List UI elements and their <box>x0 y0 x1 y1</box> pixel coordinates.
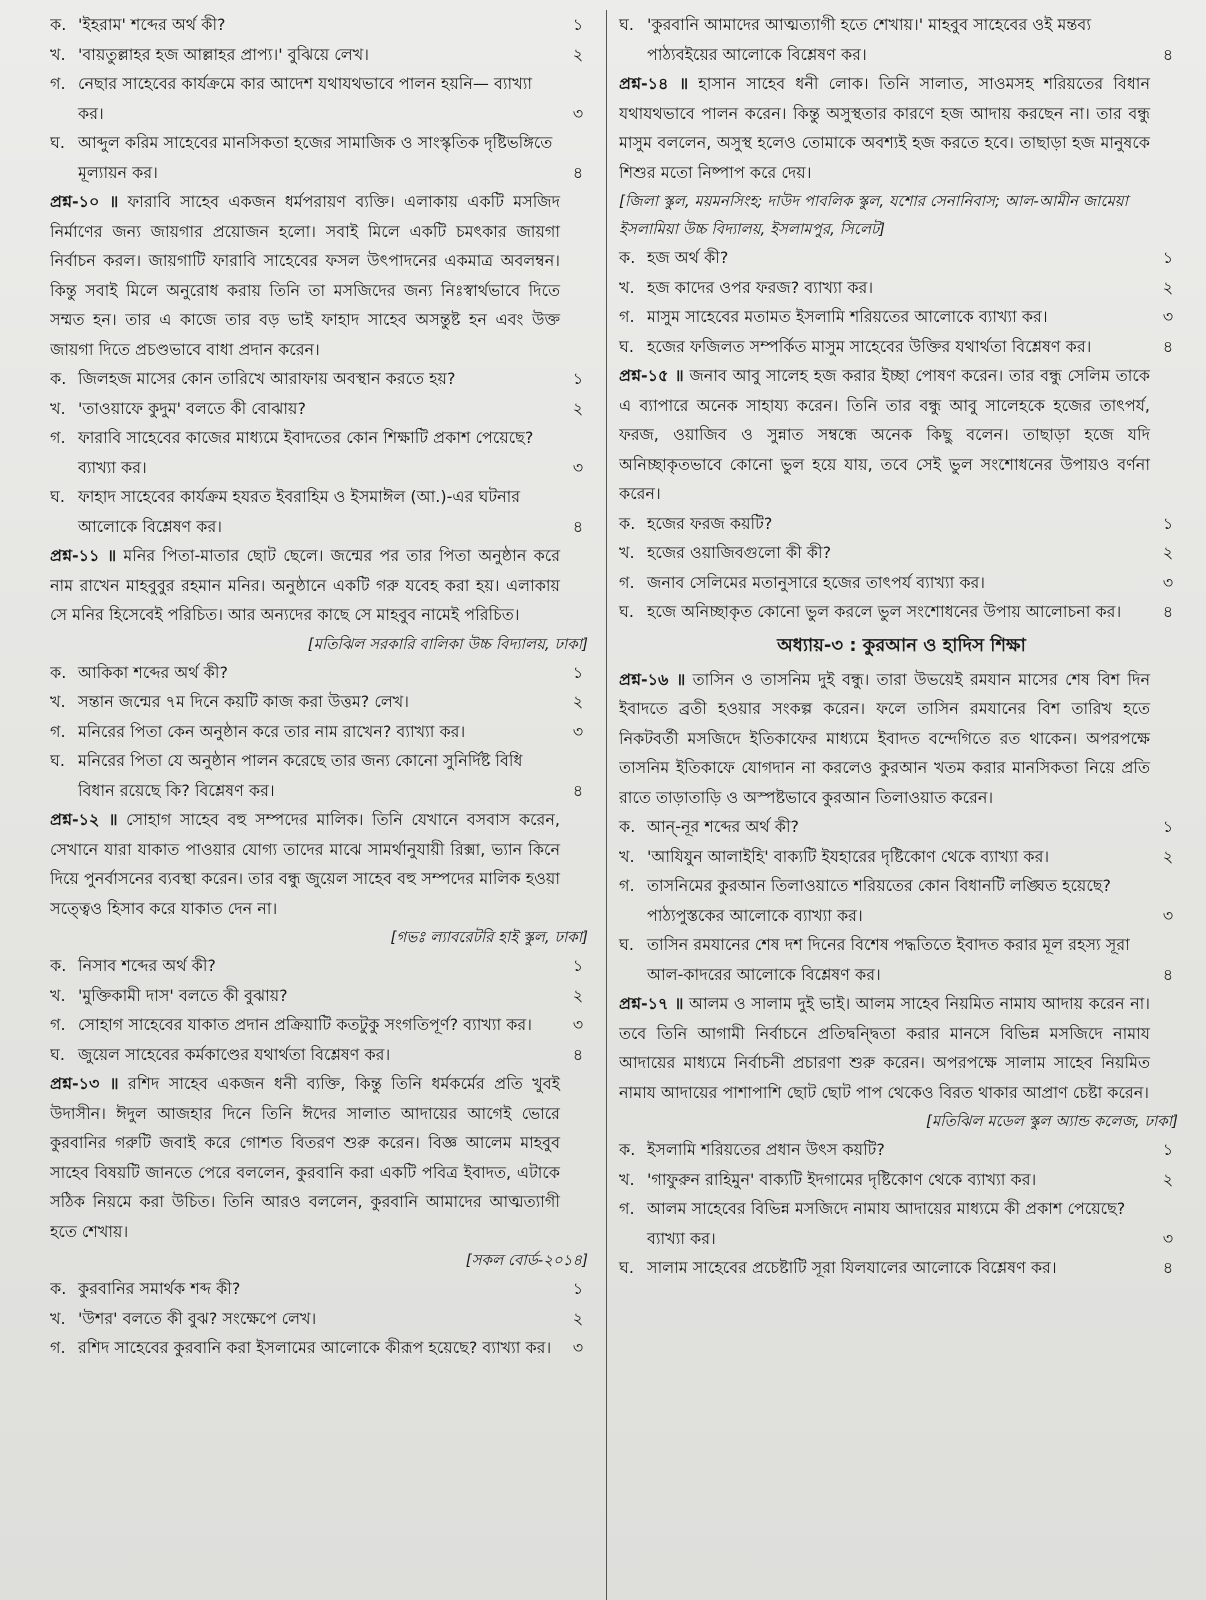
sub-question <box>50 1010 594 1040</box>
sub-question-text: 'আযিযুন আলাইহি' বাক্যটি ইযহারের দৃষ্টিকোণ থেকে ব্যাখ্যা কর। <box>647 846 1050 866</box>
sub-question-label: ঘ. <box>50 1044 65 1064</box>
sub-question-label: ক. <box>50 369 67 388</box>
marks: ৪ <box>572 1044 584 1064</box>
sub-question <box>50 69 594 128</box>
question-source: [গভঃ ল্যাবরেটরি হাই স্কুল, ঢাকা] <box>390 928 588 946</box>
sub-question <box>619 871 1184 930</box>
question-number: প্রশ্ন-১৪ ॥ <box>619 74 689 93</box>
sub-question <box>619 302 1184 332</box>
marks: ৪ <box>572 780 584 800</box>
question-stem-text: সোহাগ সাহেব বহু সম্পদের মালিক। তিনি যেখানে বসবাস করেন, সেখানে যারা যাকাত পাওয়ার যোগ্য তাদের মাঝে সামর্থানুযায়ী রিক্সা, ভ্যান কিনে দিয়ে পুনর্বাসনের ব্যবস্থা করেন। তার বন্ধু জুয়েল সাহেব বহু সম্পদের মালিক হওয়া সত্ত্বেও হিসাব করে যাকাত দেন না। <box>50 810 560 918</box>
marks: ১ <box>572 15 584 34</box>
sub-question-text: ফাহাদ সাহেবের কার্যক্রম হযরত ইবরাহিম ও ইসমাঈল (আ.)-এর ঘটনার আলোকে বিশ্লেষণ কর। <box>78 487 521 536</box>
question-block <box>619 989 1184 1283</box>
question-source: [মতিঝিল সরকারি বালিকা উচ্চ বিদ্যালয়, ঢাকা] <box>307 634 588 653</box>
marks: ২ <box>572 398 584 418</box>
marks: ২ <box>1162 543 1174 562</box>
sub-question-label: গ. <box>619 572 635 592</box>
marks: ৪ <box>1162 964 1174 984</box>
sub-question <box>50 746 594 805</box>
sub-question-text: আকিকা শব্দের অর্থ কী? <box>78 662 228 682</box>
question-stem <box>50 541 594 630</box>
marks: ৪ <box>572 516 584 536</box>
question-block <box>619 361 1184 627</box>
sub-question <box>619 538 1184 568</box>
sub-question-text: মাসুম সাহেবের মতামত ইসলামি শরিয়তের আলোকে ব্যাখ্যা কর। <box>647 307 1048 326</box>
sub-question-text: 'মুক্তিকামী দাস' বলতে কী বুঝায়? <box>78 985 288 1005</box>
question-stem <box>50 1069 594 1246</box>
sub-question <box>50 1304 594 1334</box>
sub-question-label: ক. <box>50 662 67 682</box>
question-stem <box>619 361 1184 509</box>
sub-question-label: ঘ. <box>619 935 634 954</box>
sub-question-label: খ. <box>50 985 66 1005</box>
sub-question-label: ক. <box>50 1279 67 1298</box>
sub-question-text: 'উশর' বলতে কী বুঝ? সংক্ষেপে লেখ। <box>78 1308 317 1328</box>
sub-question <box>50 717 594 747</box>
question-stem <box>619 989 1184 1107</box>
question-source: [মতিঝিল মডেল স্কুল অ্যান্ড কলেজ, ঢাকা] <box>925 1112 1178 1130</box>
sub-question-label: গ. <box>619 1199 635 1218</box>
question-stem-text: হাসান সাহেব ধনী লোক। তিনি সালাত, সাওমসহ শরিয়তের বিধান যথাযথভাবে পালন করেন। কিন্তু অসুস্থতার কারণে হজ আদায় করছেন না। তার বন্ধু মাসুম বললেন, অসুস্থ হলেও তোমাকে অবশ্যই হজ করতে হবে। তাছাড়া হজ মানুষকে শিশুর মতো নিষ্পাপ করে দেয়। <box>619 74 1150 182</box>
sub-question-label: খ. <box>619 846 635 866</box>
sub-question-label: খ. <box>50 398 66 418</box>
marks: ১ <box>572 369 584 388</box>
left-column <box>50 10 607 1600</box>
marks: ২ <box>1162 1169 1174 1189</box>
marks: ২ <box>1162 277 1174 297</box>
sub-question <box>619 597 1184 627</box>
sub-question-text: নিসাব শব্দের অর্থ কী? <box>78 956 216 975</box>
sub-question-text: হজের ফরজ কয়টি? <box>647 513 773 533</box>
marks: ৩ <box>1162 307 1174 326</box>
sub-question-label: গ. <box>50 1338 66 1357</box>
sub-question-text: তাসনিমের কুরআন তিলাওয়াতে শরিয়তের কোন বিধানটি লঙ্ঘিত হয়েছে? পাঠ্যপুস্তকের আলোকে ব্যাখ্যা কর। <box>647 876 1111 925</box>
question-number: প্রশ্ন-১৬ ॥ <box>619 669 686 689</box>
sub-question-text: তাসিন রমযানের শেষ দশ দিনের বিশেষ পদ্ধতিতে ইবাদত করার মূল রহস্য সূরা আল-কাদরের আলোকে বিশ্লেষণ কর। <box>647 935 1130 984</box>
marks: ৩ <box>572 721 584 741</box>
right-column <box>607 10 1184 1600</box>
sub-question <box>50 40 594 70</box>
sub-question <box>619 1194 1184 1253</box>
sub-question <box>50 482 594 541</box>
sub-question-text: হজের ওয়াজিবগুলো কী কী? <box>647 543 832 562</box>
marks: ২ <box>572 985 584 1005</box>
question-number: প্রশ্ন-১২ ॥ <box>50 810 118 829</box>
sub-question-text: 'বায়তুল্লাহর হজ আল্লাহর প্রাপ্য।' বুঝিয়ে লেখ। <box>78 44 369 64</box>
sub-question-text: মনিরের পিতা কেন অনুষ্ঠান করে তার নাম রাখেন? ব্যাখ্যা কর। <box>78 721 466 741</box>
sub-question-label: গ. <box>619 876 635 895</box>
sub-question <box>50 981 594 1011</box>
sub-question-text: রশিদ সাহেবের কুরবানি করা ইসলামের আলোকে কীরূপ হয়েছে? ব্যাখ্যা কর। <box>78 1338 552 1357</box>
question-stem-text: রশিদ সাহেব একজন ধনী ব্যক্তি, কিন্তু তিনি ধর্মকর্মের প্রতি খুবই উদাসীন। ঈদুল আজহার দিনে তিনি ঈদের সালাত আদায়ের আগেই ভোরে কুরবানির গরুটি জবাই করে গোশত বিতরণ শুরু করেন। বিজ্ঞ আলেম মাহবুব সাহেব বিষয়টি জানতে পেরে বললেন, কুরবানি করা একটি পবিত্র ইবাদত, এটাকে সঠিক নিয়মে করা উচিত। তিনি আরও বললেন, কুরবানি আমাদের আত্মত্যাগী হতে শেখায়। <box>50 1074 561 1241</box>
marks: ৩ <box>572 457 584 477</box>
marks: ৩ <box>1162 905 1174 925</box>
question-number: প্রশ্ন-১১ ॥ <box>50 546 117 565</box>
sub-question-label: ঘ. <box>619 602 634 621</box>
sub-question <box>50 10 594 40</box>
sub-question-text: আব্দুল করিম সাহেবের মানসিকতা হজের সামাজিক ও সাংস্কৃতিক দৃষ্টিভঙ্গিতে মূল্যায়ন কর। <box>78 133 553 182</box>
sub-question <box>619 273 1184 303</box>
sub-question-text: হজ কাদের ওপর ফরজ? ব্যাখ্যা কর। <box>647 277 874 297</box>
sub-question <box>50 658 594 688</box>
sub-question-text: জনাব সেলিমের মতানুসারে হজের তাৎপর্য ব্যাখ্যা কর। <box>647 572 986 592</box>
question-block <box>50 541 594 805</box>
marks: ৪ <box>1162 602 1174 621</box>
sub-question-text: সালাম সাহেবের প্রচেষ্টাটি সূরা যিলযালের আলোকে বিশ্লেষণ কর। <box>647 1258 1057 1277</box>
sub-question <box>50 687 594 717</box>
sub-question-text: হজের ফজিলত সম্পর্কিত মাসুম সাহেবের উক্তির যথার্থতা বিশ্লেষণ কর। <box>647 336 1092 356</box>
question-source: [সকল বোর্ড-২০১৪] <box>465 1251 588 1269</box>
sub-question <box>619 568 1184 598</box>
question-number: প্রশ্ন-১৩ ॥ <box>50 1074 119 1093</box>
sub-question <box>50 423 594 482</box>
marks: ১ <box>572 1279 584 1298</box>
sub-question-label: গ. <box>50 1015 66 1034</box>
sub-question <box>619 1253 1184 1283</box>
sub-question-text: 'তাওয়াফে কুদুম' বলতে কী বোঝায়? <box>78 398 306 418</box>
sub-question-label: খ. <box>619 543 635 562</box>
marks: ১ <box>1162 513 1174 533</box>
sub-question-label: খ. <box>50 692 66 711</box>
sub-question-label: ক. <box>50 956 67 975</box>
sub-question-text: আলম সাহেবের বিভিন্ন মসজিদে নামায আদায়ের মাধ্যমে কী প্রকাশ পেয়েছে? ব্যাখ্যা কর। <box>647 1199 1126 1248</box>
sub-question <box>50 1333 594 1363</box>
sub-question <box>50 1274 594 1304</box>
sub-question <box>619 842 1184 872</box>
sub-question-label: ঘ. <box>619 15 634 34</box>
question-stem <box>50 805 594 923</box>
sub-question <box>619 1165 1184 1195</box>
question-block <box>50 187 594 541</box>
sub-question-text: নেছার সাহেবের কার্যক্রমে কার আদেশ যথাযথভাবে পালন হয়নি— ব্যাখ্যা কর। <box>78 74 532 123</box>
sub-question-label: গ. <box>50 428 66 447</box>
question-stem <box>619 665 1184 813</box>
sub-question <box>50 951 594 981</box>
marks: ৪ <box>1162 1258 1174 1277</box>
sub-question-text: 'কুরবানি আমাদের আত্মত্যাগী হতে শেখায়।' মাহবুব সাহেবের ওই মন্তব্য পাঠ্যবইয়ের আলোকে বিশ্লেষণ কর। <box>647 15 1091 64</box>
question-block <box>619 665 1184 990</box>
marks: ৪ <box>1162 44 1174 64</box>
sub-question-text: হজ অর্থ কী? <box>647 248 729 267</box>
marks: ১ <box>1162 1140 1174 1159</box>
question-number: প্রশ্ন-১০ ॥ <box>50 192 119 211</box>
sub-question-label: ক. <box>50 15 67 34</box>
sub-question-text: 'গাফুরুন রাহিমুন' বাক্যটি ইদগামের দৃষ্টিকোণ থেকে ব্যাখ্যা কর। <box>647 1169 1037 1189</box>
sub-question <box>50 394 594 424</box>
sub-question <box>50 364 594 394</box>
marks: ২ <box>572 1308 584 1328</box>
sub-question-text: জিলহজ মাসের কোন তারিখে আরাফায় অবস্থান করতে হয়? <box>78 369 456 388</box>
sub-question-label: ক. <box>619 248 636 267</box>
question-stem-text: জনাব আবু সালেহ হজ করার ইচ্ছা পোষণ করেন। তার বন্ধু সেলিম তাকে এ ব্যাপারে অনেক সাহায্য করেন। তিনি তার বন্ধু আবু সালেহকে হজের তাৎপর্য, ফরজ, ওয়াজিব ও সুন্নাত সম্বন্ধে অনেক কিছু বলেন। তাছাড়া হজে যদি অনিচ্ছাকৃতভাবে কোনো ভুল হয়ে যায়, তবে সেই ভুল সংশোধনের উপায়ও বর্ণনা করেন। <box>619 366 1150 503</box>
sub-question <box>619 243 1184 273</box>
marks: ৪ <box>1162 336 1174 356</box>
sub-question-text: মনিরের পিতা যে অনুষ্ঠান পালন করেছে তার জন্য কোনো সুনির্দিষ্ট বিধি বিধান রয়েছে কি? বিশ্লেষণ কর। <box>78 751 523 800</box>
sub-question-label: ঘ. <box>50 751 65 770</box>
question-stem-text: তাসিন ও তাসনিম দুই বন্ধু। তারা উভয়েই রমযান মাসের শেষ বিশ দিন ইবাদতে ব্রতী হওয়ার সংকল্প করেন। ফলে তাসিন রমযানের বিশ তারিখ হতে নিকটবর্তী মসজিদে ইতিকাফের মাধ্যমে ইবাদত বন্দেগিতে রত থাকেন। অপরপক্ষে তাসনিম ইতিকাফে যোগদান না করলেও কুরআন খতম করার মানসিকতা নিয়ে প্রতি রাতে তাড়াতাড়ি ও অস্পষ্টভাবে কুরআন তিলাওয়াত করেন। <box>619 669 1150 807</box>
sub-question-label: খ. <box>619 277 635 297</box>
marks: ৩ <box>572 103 584 123</box>
sub-question-text: ফারাবি সাহেবের কাজের মাধ্যমে ইবাদতের কোন শিক্ষাটি প্রকাশ পেয়েছে? ব্যাখ্যা কর। <box>78 428 534 477</box>
marks: ৩ <box>1162 1228 1174 1248</box>
sub-question-text: সন্তান জন্মের ৭ম দিনে কয়টি কাজ করা উত্তম? লেখ। <box>78 692 410 711</box>
sub-question-label: গ. <box>50 721 66 741</box>
sub-question <box>619 1135 1184 1165</box>
question-stem <box>619 69 1184 187</box>
sub-question-label: খ. <box>619 1169 635 1189</box>
question-number: প্রশ্ন-১৫ ॥ <box>619 366 684 385</box>
marks: ১ <box>572 956 584 975</box>
question-stem-text: মনির পিতা-মাতার ছোট ছেলে। জন্মের পর তার পিতা অনুষ্ঠান করে নাম রাখেন মাহবুবুর রহমান মনির। অনুষ্ঠানে একটি গরু যবেহ করা হয়। এলাকায় সে মনির হিসেবেই পরিচিত। আর অন্যদের কাছে সে মাহবুব নামেই পরিচিত। <box>50 546 560 624</box>
sub-question-label: ঘ. <box>619 336 634 356</box>
sub-question-text: কুরবানির সমার্থক শব্দ কী? <box>78 1279 241 1298</box>
sub-question <box>50 128 594 187</box>
sub-question-label: গ. <box>619 307 635 326</box>
sub-question <box>619 10 1184 69</box>
marks: ২ <box>1162 846 1174 866</box>
question-block <box>50 1069 594 1363</box>
sub-question-label: ক. <box>619 817 636 836</box>
sub-question-label: ক. <box>619 1140 636 1159</box>
sub-question-label: গ. <box>50 74 66 93</box>
sub-question-text: 'ইহরাম' শব্দের অর্থ কী? <box>78 15 226 34</box>
sub-question-label: খ. <box>50 44 66 64</box>
sub-question <box>619 812 1184 842</box>
question-source: [জিলা স্কুল, ময়মনসিংহ; দাউদ পাবলিক স্কুল, যশোর সেনানিবাস; আল-আমীন জামেয়া ইসলামিয়া উচ্চ বিদ্যালয়, ইসলামপুর, সিলেট] <box>619 192 1128 238</box>
sub-question-label: ঘ. <box>50 487 65 506</box>
sub-question-text: ইসলামি শরিয়তের প্রধান উৎস কয়টি? <box>647 1140 885 1159</box>
marks: ৩ <box>1162 572 1174 592</box>
marks: ৩ <box>572 1338 584 1357</box>
marks: ২ <box>572 692 584 711</box>
sub-question-text: আন্-নূর শব্দের অর্থ কী? <box>647 817 800 836</box>
sub-question <box>619 332 1184 362</box>
sub-question-text: সোহাগ সাহেবের যাকাত প্রদান প্রক্রিয়াটি কতটুকু সংগতিপূর্ণ? ব্যাখ্যা কর। <box>78 1015 532 1034</box>
question-stem-text: আলম ও সালাম দুই ভাই। আলম সাহেব নিয়মিত নামায আদায় করেন না। তবে তিনি আগামী নির্বাচনে প্রতিদ্বন্দ্বিতা করার মানসে বিভিন্ন মসজিদে নামায আদায়ের মাধ্যমে নির্বাচনী প্রচারণা শুরু করেন। অপরপক্ষে সালাম সাহেব নিয়মিত নামায আদায়ের পাশাপাশি ছোট ছোট পাপ থেকেও বিরত থাকার আপ্রাণ চেষ্টা করেন। <box>619 994 1150 1102</box>
sub-question <box>619 509 1184 539</box>
sub-question <box>50 1040 594 1070</box>
question-number: প্রশ্ন-১৭ ॥ <box>619 994 684 1013</box>
question-block <box>619 69 1184 361</box>
sub-question-label: ঘ. <box>50 133 65 152</box>
sub-question-text: হজে অনিচ্ছাকৃত কোনো ভুল করলে ভুল সংশোধনের উপায় আলোচনা কর। <box>647 602 1122 621</box>
question-stem-text: ফারাবি সাহেব একজন ধর্মপরায়ণ ব্যক্তি। এলাকায় একটি মসজিদ নির্মাণের জন্য জায়গার প্রয়োজন হলো। সবাই মিলে একটি চমৎকার জায়গা নির্বাচন করল। জায়গাটি ফারাবি সাহেবের ফসল উৎপাদনের একমাত্র অবলম্বন। কিন্তু সবাই মিলে অনুরোধ করায় তিনি তা মসজিদের জন্য নিঃস্বার্থভাবে দিতে সম্মত হন। তার এ কাজে তার বড় ভাই ফাহাদ সাহেব অসন্তুষ্ট হন এবং উক্ত জায়গা দিতে প্রচণ্ডভাবে বাধা প্রদান করেন। <box>50 192 560 359</box>
marks: ৩ <box>572 1015 584 1034</box>
sub-question-text: জুয়েল সাহেবের কর্মকাণ্ডের যথার্থতা বিশ্লেষণ কর। <box>78 1044 391 1064</box>
marks: ৪ <box>572 162 584 182</box>
chapter-heading: অধ্যায়-৩ : কুরআন ও হাদিস শিক্ষা <box>777 634 1026 656</box>
sub-question-label: ঘ. <box>619 1258 634 1277</box>
marks: ১ <box>572 662 584 682</box>
marks: ২ <box>572 44 584 64</box>
sub-question-label: খ. <box>50 1308 66 1328</box>
question-stem <box>50 187 594 364</box>
marks: ১ <box>1162 817 1174 836</box>
sub-question <box>619 930 1184 989</box>
marks: ১ <box>1162 248 1174 267</box>
sub-question-label: ক. <box>619 513 636 533</box>
question-block <box>50 805 594 1069</box>
